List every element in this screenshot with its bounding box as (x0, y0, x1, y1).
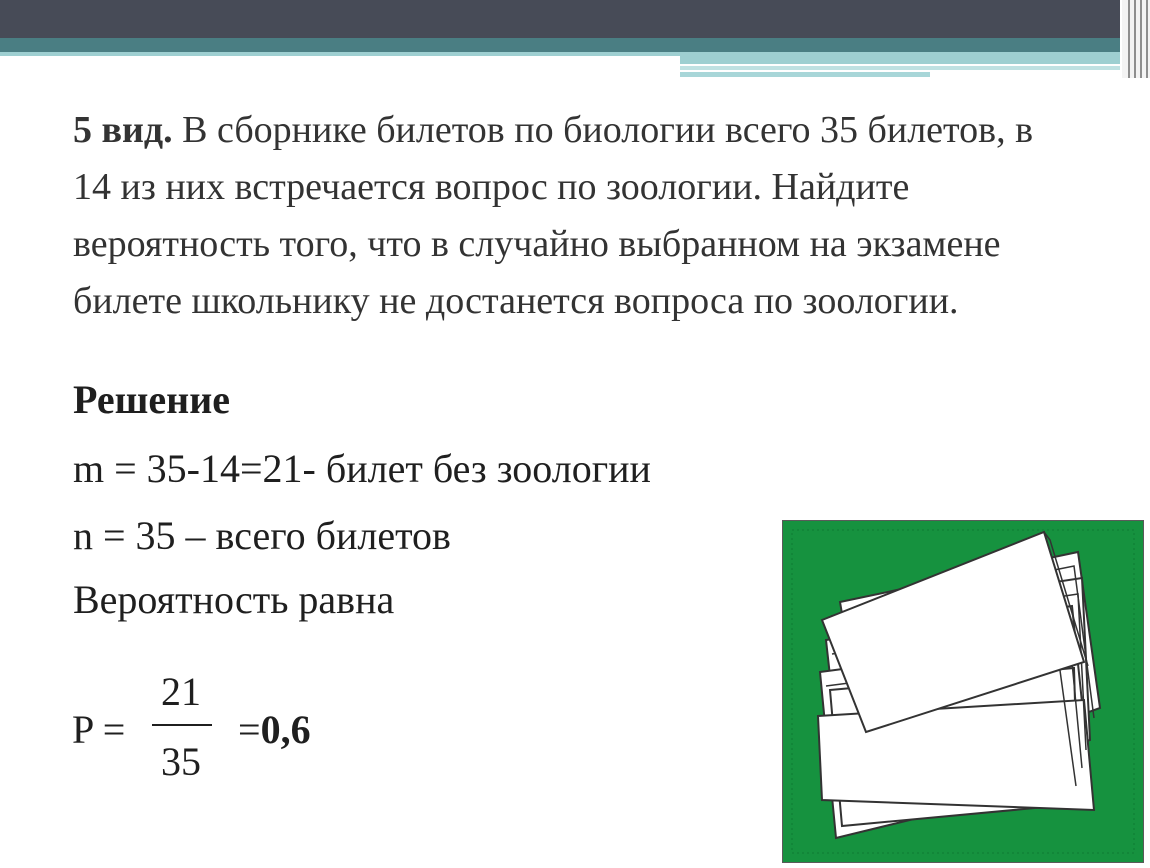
result-equals: = (238, 707, 261, 752)
fraction-numerator: 21 (161, 669, 201, 714)
problem-statement (73, 102, 1073, 330)
solution-heading: Решение (73, 377, 231, 422)
result-value: 0,6 (260, 707, 311, 752)
header-right-ornament (1122, 0, 1150, 78)
problem-text: В сборнике билетов по биологии всего 35 билетов, в 14 из них встречается вопрос по зоологии. Найдите вероятность того, что в случайно выбранном на экзамене билете школьнику не достанется вопроса по зоологии. (73, 109, 1034, 322)
probability-label: Вероятность равна (73, 577, 395, 622)
problem-label: 5 вид. (73, 109, 173, 151)
m-definition: m = 35-14=21- билет без зоологии (73, 446, 651, 491)
header-line (0, 52, 680, 56)
header-block (680, 52, 1120, 64)
header-line (680, 66, 1120, 70)
tickets-stack-illustration (782, 520, 1144, 863)
n-definition: n = 35 – всего билетов (73, 513, 451, 558)
formula-result (238, 706, 311, 753)
fraction-denominator: 35 (161, 739, 201, 784)
header-bar-teal (0, 38, 1120, 52)
formula-lhs: P = (72, 707, 126, 752)
header-line (680, 72, 930, 77)
fraction-bar (152, 724, 212, 726)
header-bar-dark (0, 0, 1120, 38)
